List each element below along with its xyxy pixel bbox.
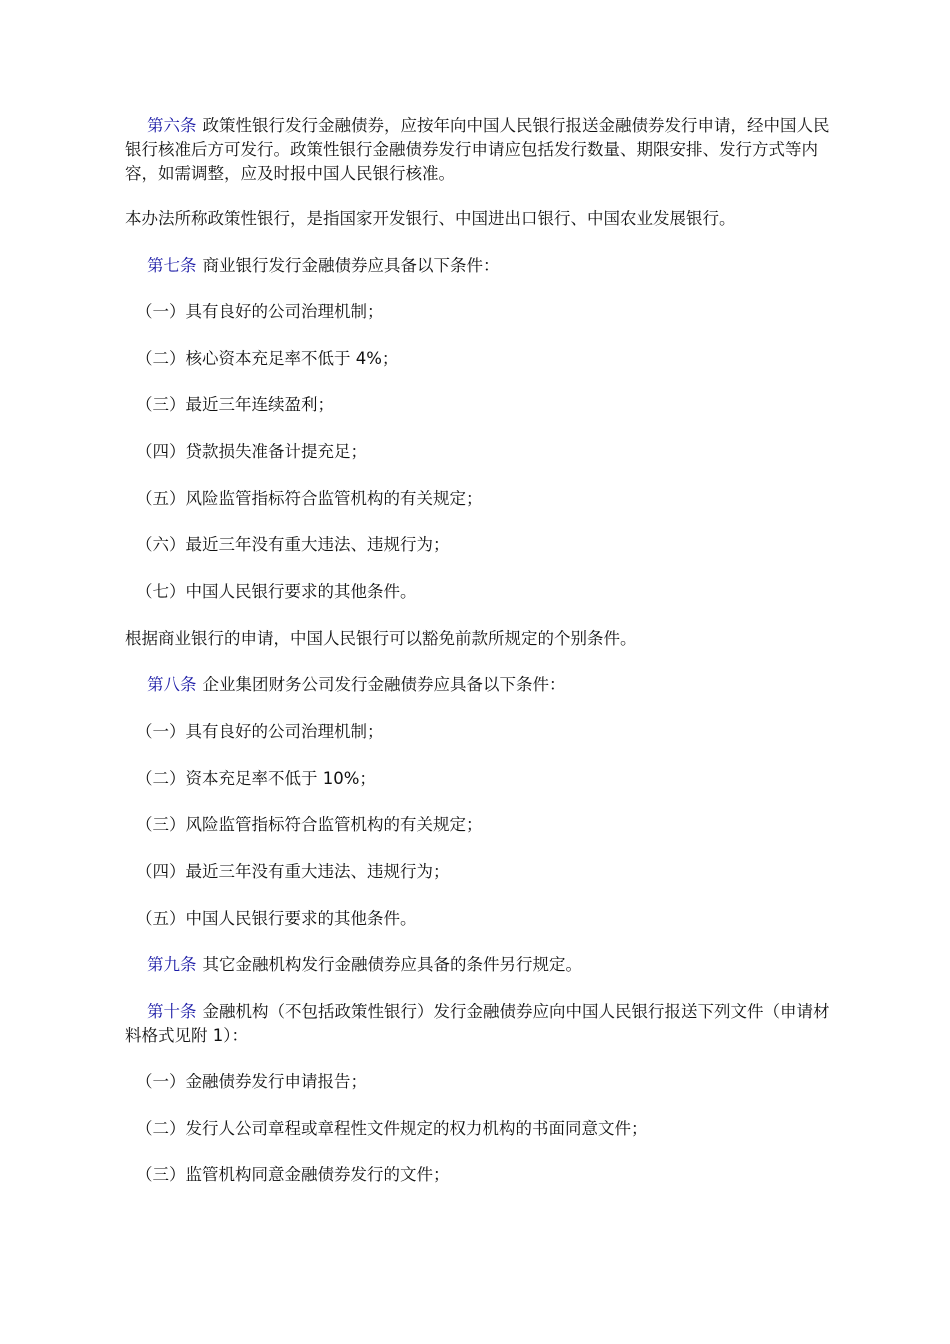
article-text: 金融机构（不包括政策性银行）发行金融债券应向中国人民银行报送下列文件（申请材料格式见附 1）：: [125, 1002, 830, 1045]
list-item: （七）中国人民银行要求的其他条件。: [136, 582, 417, 601]
list-item: （六）最近三年没有重大违法、违规行为；: [136, 535, 450, 554]
article-label: 第八条: [147, 675, 197, 694]
article-text: 政策性银行发行金融债券，应按年向中国人民银行报送金融债券发行申请，经中国人民银行核准后方可发行。政策性银行金融债券发行申请应包括发行数量、期限安排、发行方式等内容，如需调整，应及时报中国人民银行核准。: [125, 116, 830, 183]
list-item: （二）核心资本充足率不低于 4%；: [136, 349, 399, 368]
article-text: 其它金融机构发行金融债券应具备的条件另行规定。: [202, 955, 582, 974]
list-item: （四）贷款损失准备计提充足；: [136, 442, 367, 461]
article-7: [125, 254, 830, 278]
list-item: （四）最近三年没有重大违法、违规行为；: [136, 862, 450, 881]
article-6: [125, 114, 830, 186]
list-item: （三）监管机构同意金融债券发行的文件；: [136, 1165, 450, 1184]
article-label: 第十条: [147, 1002, 197, 1021]
paragraph: 根据商业银行的申请，中国人民银行可以豁免前款所规定的个别条件。: [125, 629, 637, 648]
paragraph: 本办法所称政策性银行，是指国家开发银行、中国进出口银行、中国农业发展银行。: [125, 209, 736, 228]
list-item: （一）金融债券发行申请报告；: [136, 1072, 367, 1091]
article-label: 第七条: [147, 256, 197, 275]
article-10: [125, 1000, 830, 1048]
list-item: （三）最近三年连续盈利；: [136, 395, 334, 414]
list-item: （三）风险监管指标符合监管机构的有关规定；: [136, 815, 483, 834]
list-item: （五）风险监管指标符合监管机构的有关规定；: [136, 489, 483, 508]
article-text: 商业银行发行金融债券应具备以下条件：: [202, 256, 500, 275]
list-item: （一）具有良好的公司治理机制；: [136, 722, 384, 741]
article-text: 企业集团财务公司发行金融债券应具备以下条件：: [202, 675, 566, 694]
article-label: 第六条: [147, 116, 197, 135]
article-8: [125, 673, 830, 697]
list-item: （五）中国人民银行要求的其他条件。: [136, 909, 417, 928]
article-label: 第九条: [147, 955, 197, 974]
list-item: （二）发行人公司章程或章程性文件规定的权力机构的书面同意文件；: [136, 1119, 648, 1138]
article-9: [125, 953, 830, 977]
list-item: （一）具有良好的公司治理机制；: [136, 302, 384, 321]
list-item: （二）资本充足率不低于 10%；: [136, 769, 376, 788]
